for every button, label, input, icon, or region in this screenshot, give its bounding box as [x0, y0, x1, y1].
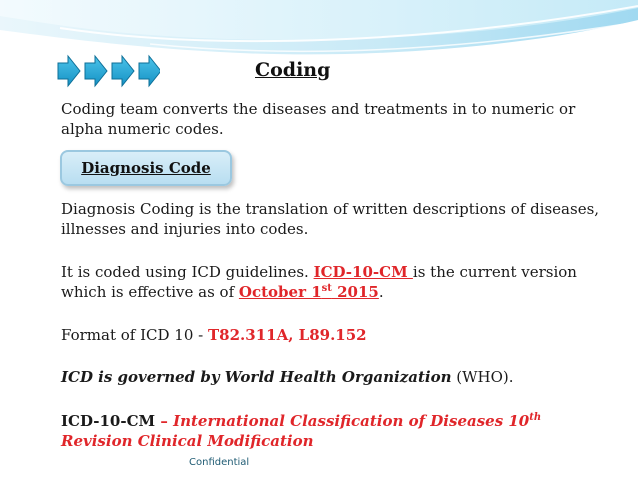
full-name-paragraph	[61, 411, 621, 451]
diagnosis-code-box	[60, 150, 232, 186]
footer-confidential: Confidential	[189, 457, 250, 468]
diagnosis-code-label: Diagnosis Code	[81, 159, 211, 177]
guidelines-prefix: It is coded using ICD guidelines.	[61, 263, 314, 281]
date-year: 2015	[331, 283, 379, 301]
governance-bold: ICD is governed by World Health Organization	[61, 368, 452, 386]
governance-abbrev: (WHO).	[451, 368, 514, 386]
governance-paragraph	[61, 367, 514, 387]
guidelines-end: .	[378, 283, 384, 301]
format-paragraph	[61, 325, 367, 345]
intro-paragraph: Coding team converts the diseases and treatments in to numeric or alpha numeric codes.	[61, 100, 576, 138]
full-name-sup: th	[529, 412, 542, 423]
guidelines-middle: is the current version which is effective as of	[61, 263, 577, 301]
date-main: October 1	[238, 283, 322, 301]
guidelines-paragraph	[61, 262, 621, 302]
diagnosis-definition: Diagnosis Coding is the translation of written descriptions of diseases, illnesses and injuries into codes.	[61, 200, 600, 238]
format-prefix: Format of ICD 10 -	[61, 326, 208, 344]
full-name-part2: Revision Clinical Modification	[61, 432, 314, 450]
full-name-code: ICD-10-CM	[61, 412, 156, 430]
arrow-row	[56, 54, 160, 88]
arrow-right-icon	[85, 56, 107, 86]
arrow-right-icon	[139, 56, 160, 86]
date-sup: st	[321, 283, 332, 294]
effective-date	[239, 283, 379, 301]
full-name-dash: –	[155, 412, 174, 430]
arrow-right-icon	[58, 56, 80, 86]
arrow-right-icon	[112, 56, 134, 86]
format-examples: T82.311A, L89.152	[208, 326, 367, 344]
slide-title: Coding	[255, 59, 331, 81]
full-name-part1: International Classification of Diseases 10	[173, 412, 530, 430]
version-code: ICD-10-CM	[313, 263, 413, 281]
